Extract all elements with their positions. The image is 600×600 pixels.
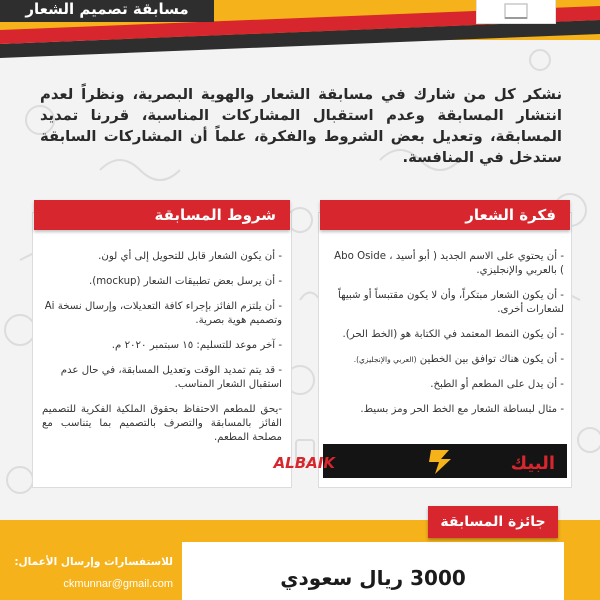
list-item: - قد يتم تمديد الوقت وتعديل المسابقة، في حال عدم استقبال الشعار المناسب. (60, 365, 282, 390)
logo-idea-title: فكرة الشعار (465, 206, 556, 224)
contest-title: مسابقة تصميم الشعار (0, 0, 214, 22)
example-logo-arabic: البيك (510, 453, 555, 474)
contact-email[interactable]: ckmunnar@gmail.com (63, 578, 173, 590)
logo-idea-header (320, 200, 570, 230)
list-item: - أن يرسل بعض تطبيقات الشعار (mockup). (89, 276, 282, 287)
list-item-note: (العربي والإنجليزي). (353, 355, 417, 364)
list-item: - آخر موعد للتسليم: ١٥ سبتمبر ٢٠٢٠ م. (111, 340, 282, 351)
conditions-title: شروط المسابقة (154, 206, 276, 224)
list-item: - أن يكون الشعار قابل للتحويل إلى أي لون. (98, 251, 282, 262)
list-item: -يحق للمطعم الاحتفاظ بحقوق الملكية الفكرية للتصميم الفائز بالمسابقة والتصرف بالتصميم بما يتناسب مع مصلحة المطعم. (42, 404, 282, 443)
example-logo-latin: ALBAIK (273, 454, 335, 472)
prize-amount: 3000 ريال سعودي (280, 566, 466, 590)
chicken-icon (429, 450, 451, 474)
list-item: - أن يكون النمط المعتمد في الكتابة هو (الخط الحر). (342, 329, 564, 340)
list-item: - أن يحتوي على الاسم الجديد ( أبو أسيد ، Abo Oside ) بالعربي والإنجليزي. (334, 251, 564, 276)
example-logo-strip (273, 444, 567, 478)
intro-paragraph: نشكر كل من شارك في مسابقة الشعار والهوية البصرية، ونظراً لعدم انتشار المسابقة وعدم استقبال المشاركات المناسبة، قررنا تمديد المسابقة، وتعديل بعض الشروط والفكرة، علماً أن المشاركات السابقة ستدخل في المنافسة. (40, 86, 562, 166)
contact-label: للاستفسارات وإرسال الأعمال: (14, 556, 173, 568)
example-logo-graphic (273, 444, 567, 478)
list-item: - أن يلتزم الفائز بإجراء كافة التعديلات، وإرسال نسخة Ai وتصميم هوية بصرية. (44, 301, 282, 326)
list-item (330, 353, 564, 367)
conditions-list (42, 250, 282, 456)
restaurant-logo (476, 0, 556, 24)
list-item: - أن يدل على المطعم أو الطبخ. (430, 379, 564, 390)
prize-header: جائزة المسابقة (428, 506, 558, 538)
list-item-text: - أن يكون هناك توافق بين الخطين (419, 354, 564, 365)
list-item: - أن يكون الشعار مبتكراً، وأن لا يكون مقتبساً أو شبيهاً لشعارات أخرى. (338, 290, 564, 315)
conditions-header (34, 200, 290, 230)
list-item: - مثال لبساطة الشعار مع الخط الحر ومز بسيط. (360, 404, 564, 415)
logo-idea-list (330, 250, 564, 428)
logo-mark-icon (475, 0, 555, 24)
